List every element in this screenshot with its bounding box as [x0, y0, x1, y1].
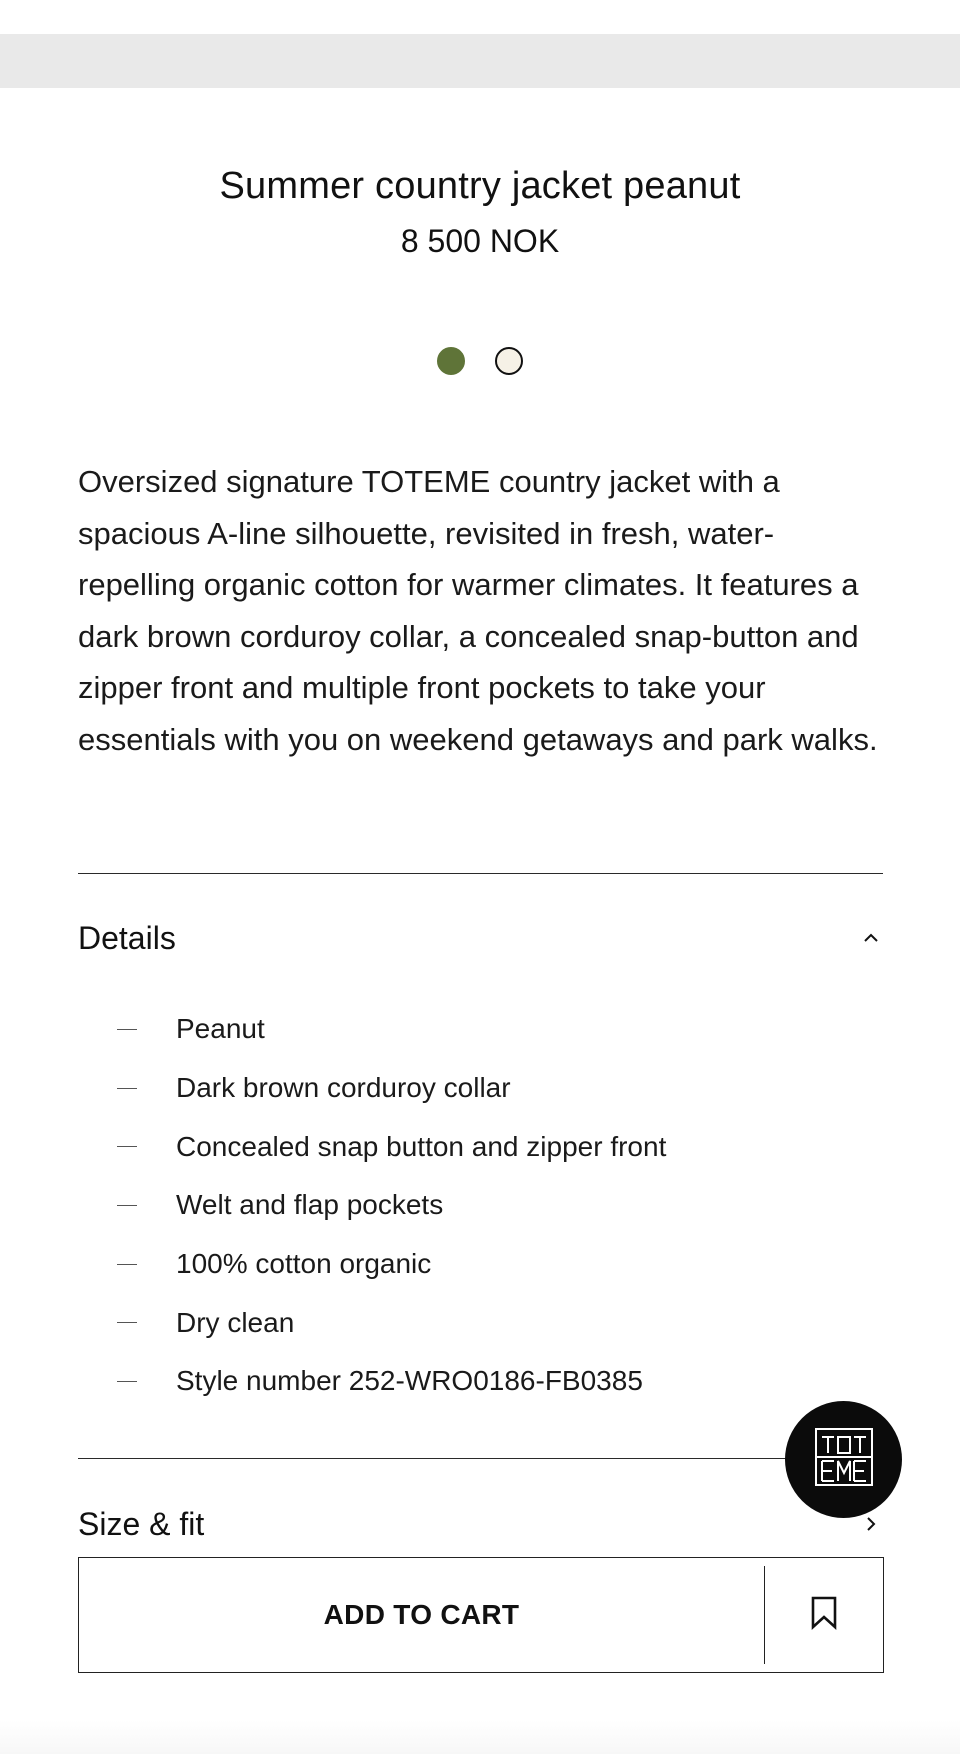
- list-item: Dark brown corduroy collar: [78, 1059, 883, 1118]
- list-item: Peanut: [78, 1000, 883, 1059]
- divider: [78, 873, 883, 874]
- dash-icon: [117, 1381, 137, 1382]
- toteme-logo-icon: [812, 1425, 876, 1494]
- top-banner-strip: [0, 34, 960, 88]
- chat-fab-button[interactable]: [785, 1401, 902, 1518]
- bookmark-icon: [811, 1596, 837, 1635]
- details-accordion-header[interactable]: [78, 913, 883, 963]
- product-price: 8 500 NOK: [400, 223, 560, 259]
- bottom-bar-edge: [0, 1720, 960, 1754]
- wishlist-button[interactable]: [765, 1558, 883, 1672]
- color-swatch-cream[interactable]: [495, 347, 523, 375]
- cart-button-group: [78, 1557, 884, 1673]
- list-item: Style number 252-WRO0186-FB0385: [78, 1352, 883, 1411]
- color-swatch-peanut[interactable]: [437, 347, 465, 375]
- list-item: 100% cotton organic: [78, 1235, 883, 1294]
- dash-icon: [117, 1205, 137, 1206]
- cart-bar: [78, 1557, 960, 1673]
- divider: [78, 1458, 883, 1459]
- color-swatches: [0, 347, 960, 377]
- list-item: Concealed snap button and zipper front: [78, 1117, 883, 1176]
- list-item: Welt and flap pockets: [78, 1176, 883, 1235]
- list-item: Dry clean: [78, 1293, 883, 1352]
- dash-icon: [117, 1146, 137, 1147]
- size-fit-title: Size & fit: [78, 1505, 205, 1542]
- dash-icon: [117, 1029, 137, 1030]
- dash-icon: [117, 1264, 137, 1265]
- product-description: Oversized signature TOTEME country jacket with a spacious A-line silhouette, revisited in fresh, water-repelling organic cotton for warmer climates. It features a dark brown corduroy collar, a concealed snap-button and zipper front and multiple front pockets to take your essentials with you on weekend getaways and park walks.: [78, 464, 878, 757]
- chevron-right-icon: [859, 1512, 883, 1536]
- details-title: Details: [78, 919, 176, 956]
- add-to-cart-button[interactable]: ADD TO CART: [323, 1599, 520, 1630]
- product-title: Summer country jacket peanut: [219, 165, 741, 207]
- dash-icon: [117, 1088, 137, 1089]
- size-fit-accordion-header[interactable]: [78, 1499, 883, 1549]
- details-list: [78, 1000, 883, 1411]
- dash-icon: [117, 1322, 137, 1323]
- chevron-up-icon: [859, 926, 883, 950]
